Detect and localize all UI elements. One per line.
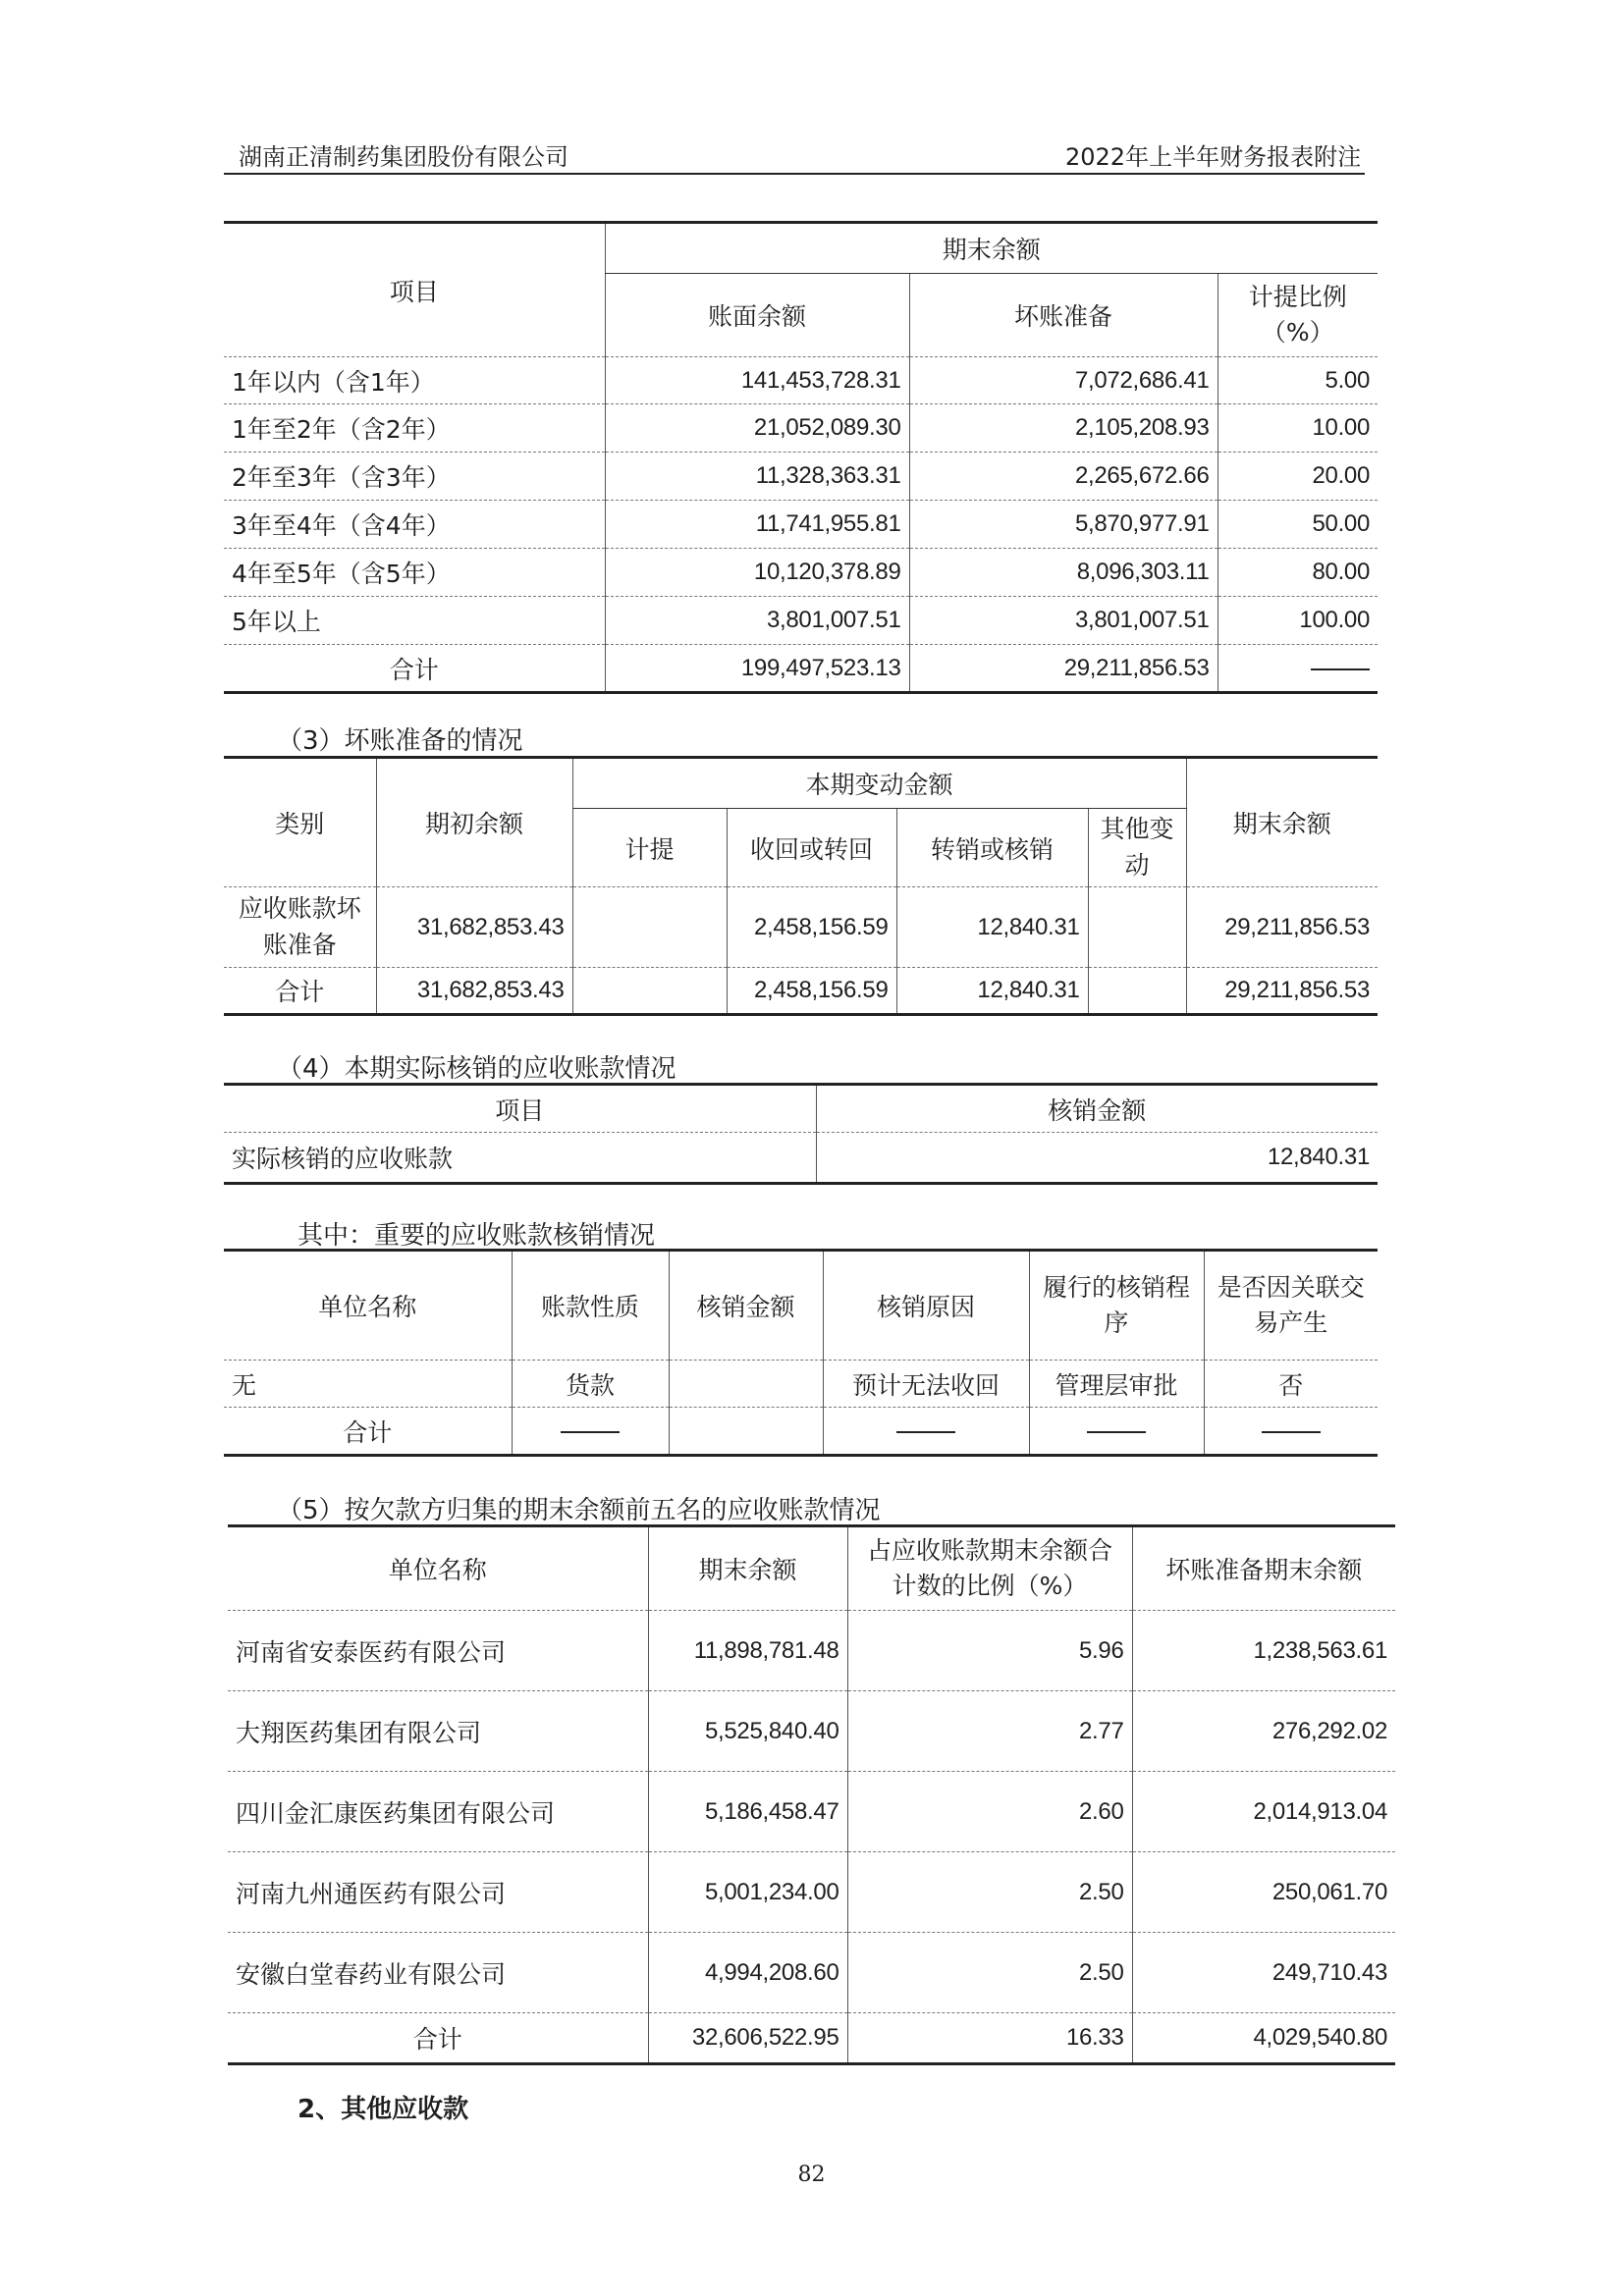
s3-row-open: 31,682,853.43 xyxy=(376,887,572,968)
t1-row-item: 1年至2年（含2年） xyxy=(224,404,605,453)
s4b-row-amount xyxy=(669,1361,823,1408)
s5-row-bad: 250,061.70 xyxy=(1132,1852,1395,1933)
s5-row-unit: 大翔医药集团有限公司 xyxy=(228,1691,648,1772)
report-title: 2022年上半年财务报表附注 xyxy=(1065,143,1362,171)
table-row xyxy=(224,1361,1378,1408)
s4b-row-nature: 货款 xyxy=(512,1361,669,1408)
table-row xyxy=(228,1611,1395,1691)
t1-row-ratio: 80.00 xyxy=(1217,549,1378,597)
table-row xyxy=(228,1772,1395,1852)
s5-header-pct: 占应收账款期末余额合计数的比例（%） xyxy=(847,1526,1132,1611)
s5-total-pct: 16.33 xyxy=(847,2013,1132,2064)
s3-row-close: 29,211,856.53 xyxy=(1186,887,1378,968)
s4b-total-amount xyxy=(669,1408,823,1456)
s4b-total-unit: 合计 xyxy=(224,1408,512,1456)
s3-row-writeoff: 12,840.31 xyxy=(896,887,1088,968)
s3-row-cat: 应收账款坏账准备 xyxy=(224,887,376,968)
s3-header-accrue: 计提 xyxy=(572,809,727,887)
s4b-header-reason: 核销原因 xyxy=(823,1251,1029,1361)
s3-header-cat: 类别 xyxy=(275,810,325,838)
t1-row-book: 11,328,363.31 xyxy=(605,453,909,501)
s4b-row-related: 否 xyxy=(1204,1361,1378,1408)
s5-row-bad: 1,238,563.61 xyxy=(1132,1611,1395,1691)
s5-row-close: 5,186,458.47 xyxy=(648,1772,847,1852)
table-row xyxy=(224,1133,1378,1184)
s5-header-bad: 坏账准备期末余额 xyxy=(1132,1526,1395,1611)
t1-row-bad: 3,801,007.51 xyxy=(909,597,1217,645)
bad-debt-table xyxy=(224,756,1378,1016)
table-row xyxy=(224,453,1378,501)
t1-row-book: 141,453,728.31 xyxy=(605,357,909,404)
s4b-header-proc: 履行的核销程序 xyxy=(1029,1251,1204,1361)
table-row xyxy=(228,1933,1395,2013)
t1-row-book: 21,052,089.30 xyxy=(605,404,909,453)
s5-row-close: 5,001,234.00 xyxy=(648,1852,847,1933)
s5-row-pct: 2.60 xyxy=(847,1772,1132,1852)
top5-table xyxy=(228,1524,1395,2065)
s5-row-unit: 河南省安泰医药有限公司 xyxy=(228,1611,648,1691)
s5-row-close: 5,525,840.40 xyxy=(648,1691,847,1772)
s4-header-amount: 核销金额 xyxy=(816,1085,1378,1133)
s5-row-unit: 四川金汇康医药集团有限公司 xyxy=(228,1772,648,1852)
t1-header-group: 期末余额 xyxy=(605,223,1378,274)
t1-row-bad: 2,105,208.93 xyxy=(909,404,1217,453)
t1-row-item: 4年至5年（含5年） xyxy=(224,549,605,597)
s4b-total-proc-dash xyxy=(1029,1408,1204,1456)
t1-row-item: 1年以内（含1年） xyxy=(224,357,605,404)
s4b-header-nature: 账款性质 xyxy=(512,1251,669,1361)
t1-row-ratio: 5.00 xyxy=(1217,357,1378,404)
s3-header-recover: 收回或转回 xyxy=(727,809,896,887)
table-row xyxy=(224,887,1378,968)
s3-total-open: 31,682,853.43 xyxy=(376,968,572,1015)
s5-row-close: 11,898,781.48 xyxy=(648,1611,847,1691)
s3-total-accrue xyxy=(572,968,727,1015)
company-name: 湖南正清制药集团股份有限公司 xyxy=(239,143,568,171)
t1-row-ratio: 100.00 xyxy=(1217,597,1378,645)
t1-row-item: 2年至3年（含3年） xyxy=(224,453,605,501)
s4b-total-reason-dash xyxy=(823,1408,1029,1456)
t1-total-book: 199,497,523.13 xyxy=(605,645,909,693)
t1-total-item: 合计 xyxy=(224,645,605,693)
table-row xyxy=(224,404,1378,453)
table-total-row xyxy=(224,645,1378,693)
s3-header-open: 期初余额 xyxy=(376,758,572,887)
s3-total-recover: 2,458,156.59 xyxy=(727,968,896,1015)
s4-row-item: 实际核销的应收账款 xyxy=(224,1133,816,1184)
t1-row-bad: 8,096,303.11 xyxy=(909,549,1217,597)
s4b-header-related: 是否因关联交易产生 xyxy=(1204,1251,1378,1361)
table-row xyxy=(228,1852,1395,1933)
s5-total-bad: 4,029,540.80 xyxy=(1132,2013,1395,2064)
aging-table xyxy=(224,221,1378,694)
t1-total-ratio-dash xyxy=(1217,645,1378,693)
t1-row-bad: 7,072,686.41 xyxy=(909,357,1217,404)
s5-total-close: 32,606,522.95 xyxy=(648,2013,847,2064)
t1-header-item: 项目 xyxy=(389,277,439,306)
s4-header-item: 项目 xyxy=(495,1095,545,1125)
section-5-caption: （5）按欠款方归集的期末余额前五名的应收账款情况 xyxy=(277,1496,881,1525)
s4b-total-nature-dash xyxy=(512,1408,669,1456)
s4b-total-related-dash xyxy=(1204,1408,1378,1456)
s5-row-unit: 河南九州通医药有限公司 xyxy=(228,1852,648,1933)
section-3-caption: （3）坏账准备的情况 xyxy=(277,726,523,756)
s5-row-pct: 2.77 xyxy=(847,1691,1132,1772)
s3-row-other xyxy=(1088,887,1186,968)
s5-row-unit: 安徽白堂春药业有限公司 xyxy=(228,1933,648,2013)
writeoff-table xyxy=(224,1083,1378,1185)
t1-header-bad: 坏账准备 xyxy=(909,274,1217,357)
t1-row-ratio: 50.00 xyxy=(1217,501,1378,549)
table-row xyxy=(224,597,1378,645)
s5-total-unit: 合计 xyxy=(228,2013,648,2064)
t1-header-book: 账面余额 xyxy=(605,274,909,357)
t1-header-ratio: 计提比例（%） xyxy=(1217,274,1378,357)
s3-row-accrue xyxy=(572,887,727,968)
section-4-caption: （4）本期实际核销的应收账款情况 xyxy=(277,1054,676,1084)
t1-row-book: 11,741,955.81 xyxy=(605,501,909,549)
s5-row-pct: 2.50 xyxy=(847,1852,1132,1933)
table-total-row xyxy=(224,1408,1378,1456)
s4b-row-reason: 预计无法收回 xyxy=(823,1361,1029,1408)
s5-header-close: 期末余额 xyxy=(648,1526,847,1611)
section-4b-caption: 其中：重要的应收账款核销情况 xyxy=(298,1221,656,1251)
s4b-header-unit: 单位名称 xyxy=(318,1293,417,1321)
s3-header-close: 期末余额 xyxy=(1186,758,1378,887)
page-number: 82 xyxy=(797,2163,826,2187)
s4b-row-proc: 管理层审批 xyxy=(1029,1361,1204,1408)
s5-row-pct: 5.96 xyxy=(847,1611,1132,1691)
s5-row-pct: 2.50 xyxy=(847,1933,1132,2013)
s3-header-other: 其他变动 xyxy=(1088,809,1186,887)
table-row xyxy=(228,1691,1395,1772)
t1-row-ratio: 20.00 xyxy=(1217,453,1378,501)
s3-total-writeoff: 12,840.31 xyxy=(896,968,1088,1015)
s3-total-cat: 合计 xyxy=(224,968,376,1015)
s5-row-bad: 2,014,913.04 xyxy=(1132,1772,1395,1852)
s3-row-recover: 2,458,156.59 xyxy=(727,887,896,968)
t1-total-bad: 29,211,856.53 xyxy=(909,645,1217,693)
s5-header-unit: 单位名称 xyxy=(388,1556,487,1584)
s5-row-close: 4,994,208.60 xyxy=(648,1933,847,2013)
t1-row-book: 10,120,378.89 xyxy=(605,549,909,597)
s4-row-amount: 12,840.31 xyxy=(816,1133,1378,1184)
s3-header-change: 本期变动金额 xyxy=(572,758,1186,809)
s5-row-bad: 276,292.02 xyxy=(1132,1691,1395,1772)
s4b-header-amount: 核销金额 xyxy=(669,1251,823,1361)
t1-row-bad: 5,870,977.91 xyxy=(909,501,1217,549)
table-total-row xyxy=(228,2013,1395,2064)
s3-total-close: 29,211,856.53 xyxy=(1186,968,1378,1015)
s3-header-writeoff: 转销或核销 xyxy=(896,809,1088,887)
t1-row-item: 3年至4年（含4年） xyxy=(224,501,605,549)
important-writeoff-table xyxy=(224,1249,1378,1457)
table-row xyxy=(224,501,1378,549)
t1-row-bad: 2,265,672.66 xyxy=(909,453,1217,501)
s4b-row-unit: 无 xyxy=(224,1361,512,1408)
header-divider xyxy=(224,173,1365,175)
section-2-heading: 2、其他应收款 xyxy=(298,2095,469,2124)
table-row xyxy=(224,357,1378,404)
s5-row-bad: 249,710.43 xyxy=(1132,1933,1395,2013)
t1-row-ratio: 10.00 xyxy=(1217,404,1378,453)
table-row xyxy=(224,549,1378,597)
t1-row-item: 5年以上 xyxy=(224,597,605,645)
table-total-row xyxy=(224,968,1378,1015)
s3-total-other xyxy=(1088,968,1186,1015)
t1-row-book: 3,801,007.51 xyxy=(605,597,909,645)
